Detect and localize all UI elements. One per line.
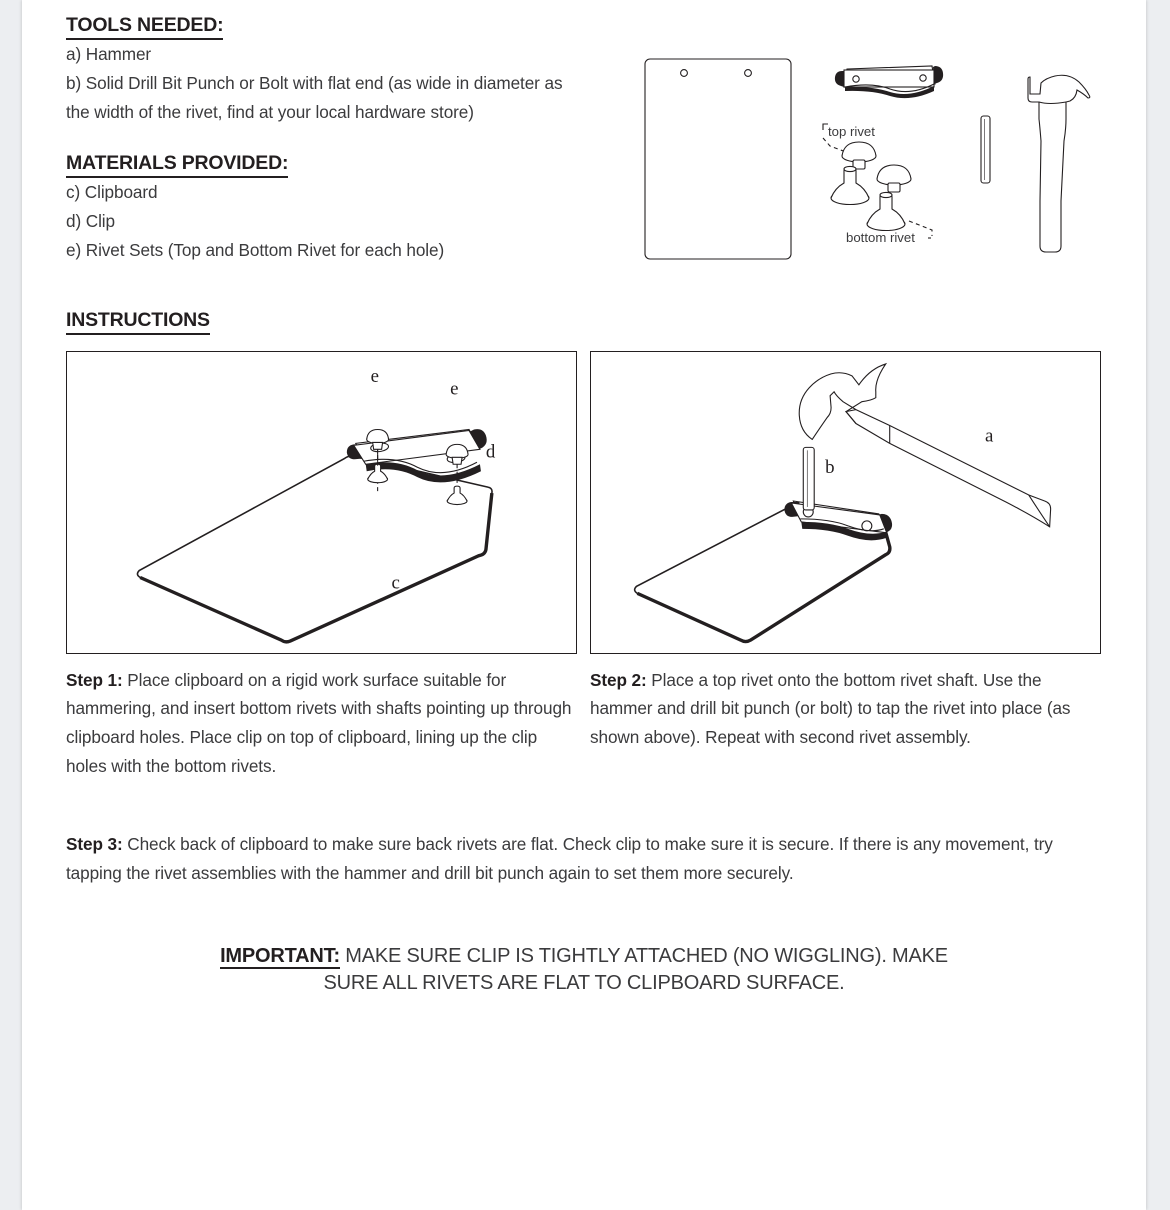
step-text-row xyxy=(66,666,1102,780)
step2-label-a: a xyxy=(985,425,994,447)
step2-paragraph xyxy=(590,666,1101,752)
top-rivet-label: top rivet xyxy=(828,124,875,139)
hammer-illustration xyxy=(799,364,1050,527)
step3-paragraph xyxy=(66,830,1102,887)
materials-item-e: e) Rivet Sets (Top and Bottom Rivet for each hole) xyxy=(66,239,445,260)
step1-text-column xyxy=(66,666,577,780)
step1-illustration-panel xyxy=(66,351,577,654)
hammer-part-icon xyxy=(1028,75,1090,252)
top-section xyxy=(66,14,1102,265)
parts-diagram xyxy=(632,46,1102,266)
bottom-rivet-2-icon xyxy=(867,192,905,230)
materials-item-d: d) Clip xyxy=(66,211,115,232)
tools-item-a: a) Hammer xyxy=(66,44,152,64)
rivets-part-icon xyxy=(831,142,911,231)
step2-label-b: b xyxy=(825,456,835,478)
step1-label-c: c xyxy=(391,572,400,594)
tools-and-materials-column xyxy=(66,14,666,265)
punch-rod-part-icon xyxy=(981,116,990,183)
step1-label: Step 1: xyxy=(66,669,123,690)
document-content xyxy=(66,14,1102,997)
clipboard-illustration xyxy=(137,456,492,642)
top-rivet-2-icon xyxy=(877,165,911,192)
tools-item-b-line1: b) Solid Drill Bit Punch or Bolt with flat end (as wide in diameter as xyxy=(66,72,563,93)
instructions-heading: INSTRUCTIONS xyxy=(66,309,210,335)
step1-paragraph xyxy=(66,666,577,780)
important-body: MAKE SURE CLIP IS TIGHTLY ATTACHED (NO WIGGLING). MAKE SURE ALL RIVETS ARE FLAT TO CLIPBOARD SURFACE. xyxy=(323,945,948,995)
step3-label: Step 3: xyxy=(66,834,123,855)
section-spacer xyxy=(66,126,666,152)
materials-item-c: c) Clipboard xyxy=(66,182,158,203)
important-label: IMPORTANT: xyxy=(220,945,340,968)
tools-item-b-line2: the width of the rivet, find at your local hardware store) xyxy=(66,101,474,122)
step2-illustration-panel xyxy=(590,351,1101,654)
important-notice xyxy=(66,943,1102,997)
step1-label-e-right: e xyxy=(450,378,459,400)
top-rivet-1-icon xyxy=(842,142,876,169)
step2-body: Place a top rivet onto the bottom rivet shaft. Use the hammer and drill bit punch (or bolt) to tap the rivet into place (as shown above). Repeat with second rivet assembly. xyxy=(590,669,1071,747)
clip-part-icon xyxy=(835,66,943,98)
instructions-heading-wrap xyxy=(66,309,1102,335)
punch-rod-illustration xyxy=(803,447,814,510)
tools-heading-wrap xyxy=(66,14,666,40)
step2-label: Step 2: xyxy=(590,669,647,690)
bottom-rivet-label: bottom rivet xyxy=(846,230,915,245)
step3-body: Check back of clipboard to make sure back rivets are flat. Check clip to make sure it is secure. If there is any movement, try tapping the rivet assemblies with the hammer and drill bit punch again to set them more securely. xyxy=(66,834,1053,883)
step1-label-d: d xyxy=(485,441,496,463)
step2-text-column xyxy=(590,666,1101,780)
materials-heading-wrap xyxy=(66,152,666,178)
document-page xyxy=(22,0,1146,1210)
clipboard-part-icon xyxy=(645,59,791,259)
step1-body: Place clipboard on a rigid work surface suitable for hammering, and insert bottom rivets with shafts pointing up through clipboard holes. Place clip on top of clipboard, lining up the clip holes with the bottom rivets. xyxy=(66,669,572,776)
step1-label-e-left: e xyxy=(370,365,380,387)
instruction-panels xyxy=(66,351,1102,654)
materials-heading: MATERIALS PROVIDED: xyxy=(66,152,288,178)
tools-heading: TOOLS NEEDED: xyxy=(66,14,223,40)
bottom-rivet-1-icon xyxy=(831,166,869,204)
